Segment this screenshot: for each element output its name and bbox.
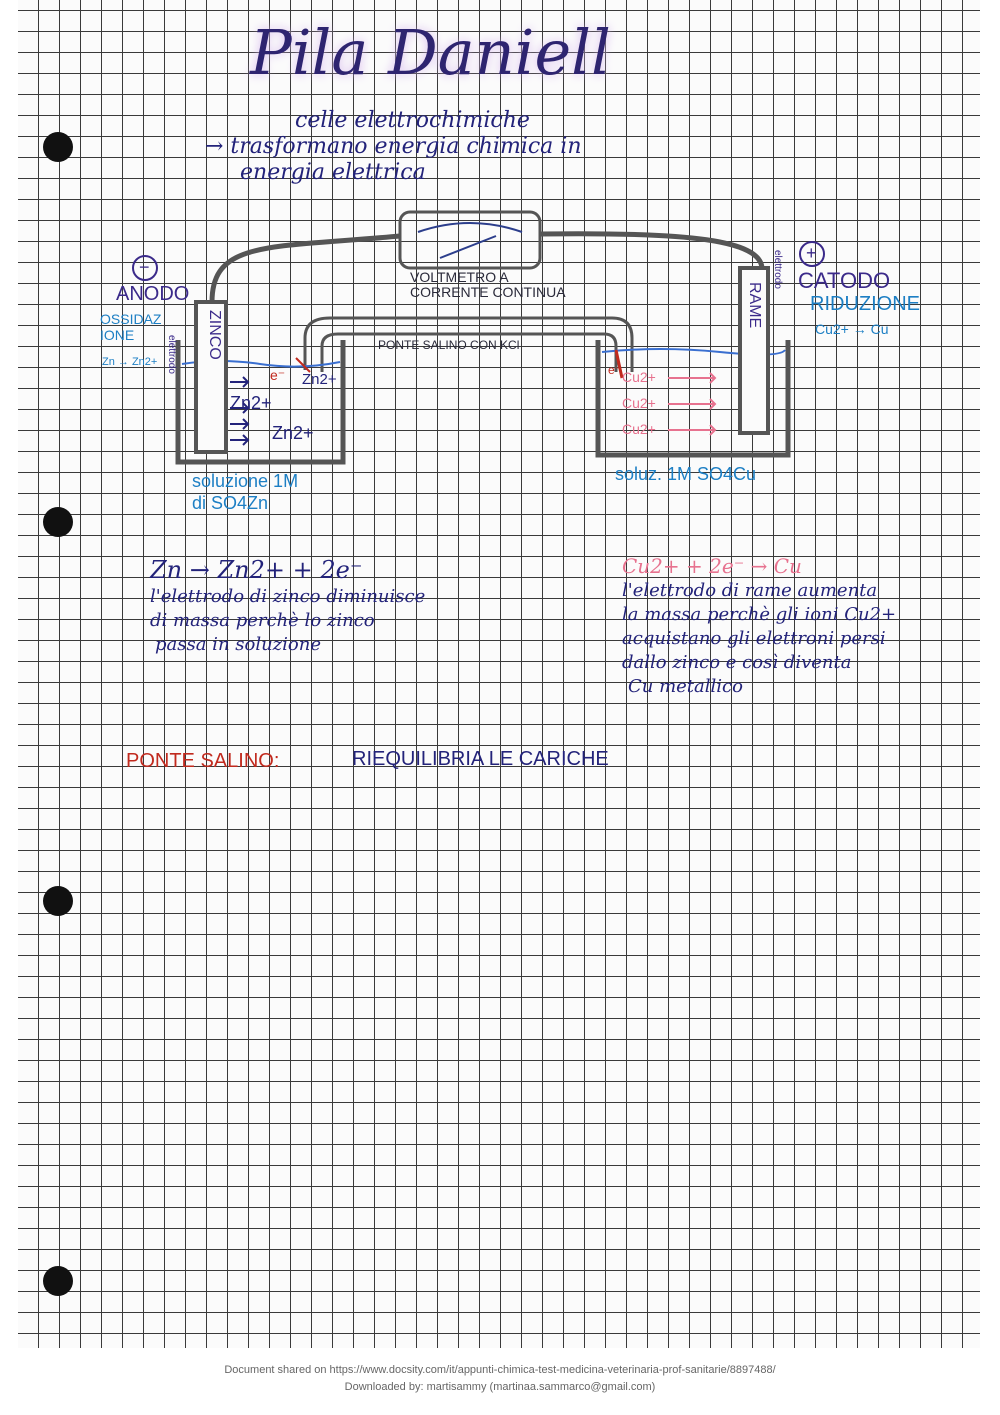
footer-shared-line: Document shared on https://www.docsity.com/it/appunti-chimica-test-medicina-veterinaria-prof-sanitarie/8897488/ [224,1364,776,1376]
left-note-line-3: passa in soluzione [155,634,321,655]
anode-sign: − [139,257,150,277]
right-equation: Cu2+ + 2e⁻ → Cu [622,554,802,578]
cathode-process: RIDUZIONE [810,293,920,315]
salt-bridge-label: PONTE SALINO CON KCl [378,338,520,352]
anode-process-2: IONE [100,327,135,343]
wire-right [540,234,762,268]
ion-arrows-right [668,373,715,435]
wire-left [212,236,400,302]
right-ion-label-1: Cu2+ [622,369,656,385]
anode-label: ANODO [116,283,190,305]
right-note-line-2: la massa perchè gli ioni Cu2+ [622,604,897,625]
left-ion-label-1: Zn2+ [302,371,337,388]
left-ion-label-2: Zn2+ [230,393,272,413]
left-note-line-1: l'elettrodo di zinco diminuisce [150,586,426,607]
right-solution-label: soluz. 1M SO4Cu [615,464,757,484]
right-note-line-5: Cu metallico [628,676,743,697]
right-ion-label-2: Cu2+ [622,395,656,411]
left-note-line-2: di massa perchè lo zinco [150,610,375,631]
left-equation: Zn → Zn2+ + 2e⁻ [150,556,363,584]
voltmeter-needle [440,236,496,258]
anode-process-1: OSSIDAZ [100,311,162,327]
voltmeter-dial [418,223,522,232]
cathode-electrode-side-label: elettrodo [772,250,783,289]
right-note-line-1: l'elettrodo di rame aumenta [622,580,878,601]
right-electron-label: e⁻ [608,363,622,377]
subtitle: celle elettrochimiche [295,108,530,133]
red-electron-marker-left [296,358,310,372]
copper-label: RAME [746,282,763,329]
page-title: Pila Daniell [250,16,611,89]
zinc-label: ZINCO [206,310,223,360]
left-ion-label-3: Zn2+ [272,423,314,443]
voltmeter-box [400,212,540,268]
cathode-label: CATODO [798,268,891,293]
cathode-sign: + [806,243,817,263]
right-note-line-3: acquistano gli elettroni persi [622,628,886,649]
left-solution-label-2: di SO4Zn [192,493,269,513]
footer-downloaded-line: Downloaded by: martisammy (martinaa.sammarco@gmail.com) [344,1381,656,1393]
bridge-note-label: PONTE SALINO: [126,750,280,772]
left-electron-label: e⁻ [270,367,286,383]
left-solution-label-1: soluzione 1M [192,471,299,491]
anode-electrode-side-label: elettrodo [166,335,177,374]
cathode-reaction: Cu2+ → Cu [815,321,889,337]
bridge-note-text: RIEQUILIBRIA LE CARICHE [352,748,609,770]
anode-reaction: Zn → Zn2+ [102,356,158,368]
intro-line-2: energia elettrica [240,160,426,185]
right-note-line-4: dallo zinco e così diventa [622,652,852,673]
voltmeter-label-line-1: VOLTMETRO A [410,269,509,285]
voltmeter-label-line-2: CORRENTE CONTINUA [410,284,566,300]
intro-line-1: → trasformano energia chimica in [205,134,582,159]
right-ion-label-3: Cu2+ [622,421,656,437]
